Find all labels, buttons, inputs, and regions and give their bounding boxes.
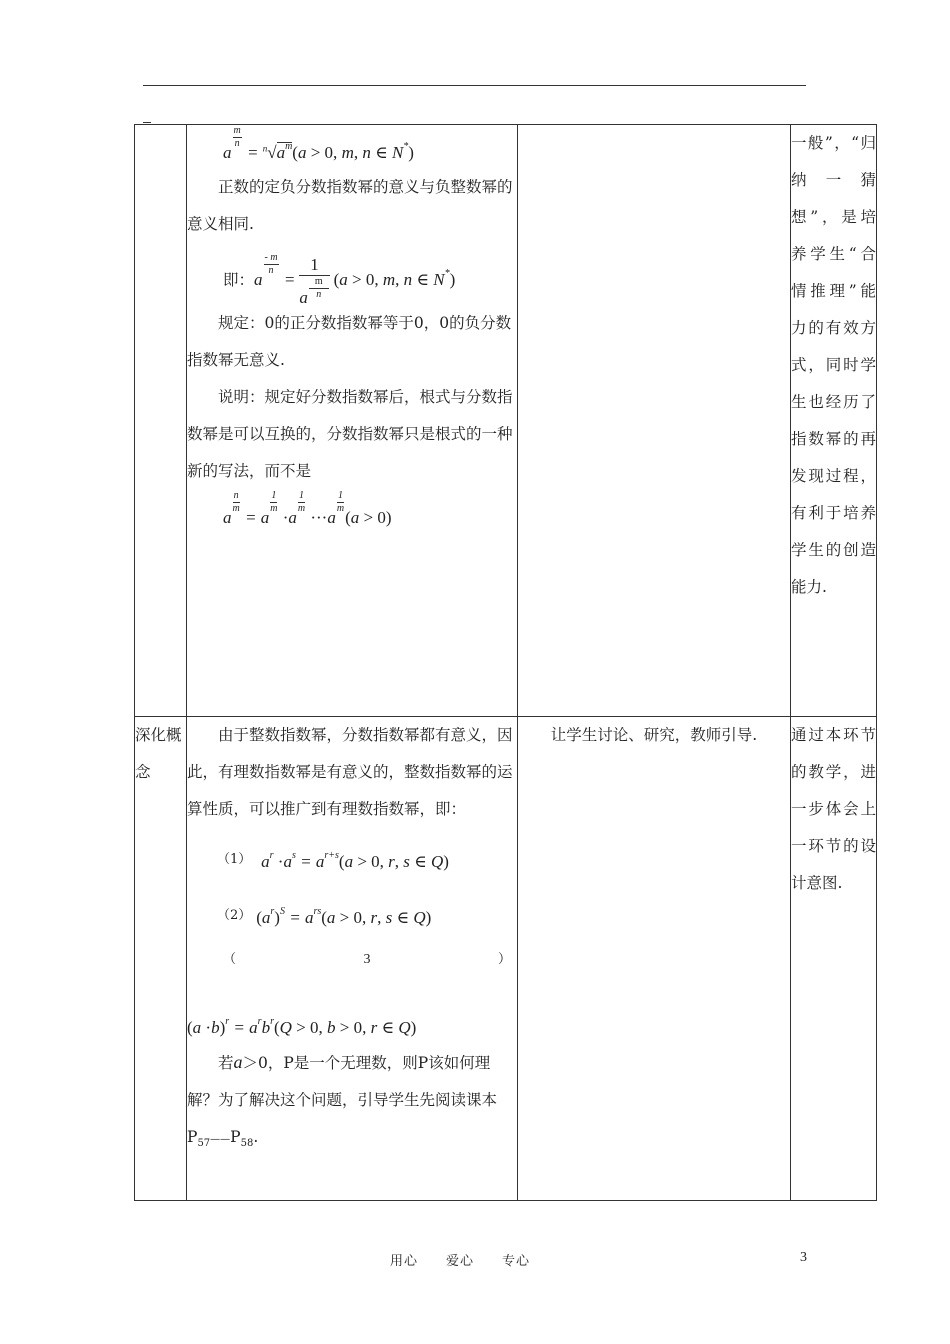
activity-text: 让学生讨论、研究，教师引导. [550,726,758,744]
remark-cell [791,125,877,717]
page-number: 3 [800,1250,807,1265]
stage-label: 深化概念 [135,726,182,781]
formula-product-expansion: a $\frac{n}{m}$ = a $\frac{1}{m}$ ·a $\frac{1}{m}$ ···a $\frac{1}{m}$ (a > 0) [223,490,392,527]
activity-cell [518,717,791,1201]
paragraph: 由于整数指数幂，分数指数幂都有意义，因此，有理数指数幂是有意义的，整数指数幂的运算性质，可以推广到有理数指数幂，即： [187,726,513,818]
header-rule [143,85,806,86]
rule-label: （2） [217,908,252,923]
footer-motto: 用心 爱心 专心 [390,1254,531,1269]
remark-text: 一般”，“归纳一猜想”，是培养学生“合情推理”能力的有效方式，同时学生也经历了指数幂的再发现过程，有利于培养学生的创造能力. [791,134,876,596]
rule-3-label: （ 3 ） [223,952,511,967]
table-row [135,717,877,1201]
table-row [135,125,877,717]
formula-negative-fractional-power: 即：a $\frac{- m}{n}$ = 1 a $\frac{m}{n}$ (a > 0, m, n ∈ N*) [223,252,456,307]
paragraph: 规定：0的正分数指数幂等于0，0的负分数指数幂无意义. [187,314,512,369]
formula-rule-2: $^{(2)}$ $(a^r)^S = a^{rs}(a > 0$, r, s ∈ Q) [217,906,432,927]
formula-rule-1: $^{(1)}$ $a^r \cdot a^s = a^{r+s}(a > 0$, r, s ∈ Q) [217,850,449,871]
stage-cell [135,717,187,1201]
rule-label: （1） [217,852,252,867]
paragraph: 正数的定负分数指数幂的意义与负整数幂的意义相同. [187,178,513,233]
formula-rule-3: $(a \cdot b)^r = a^rb^r(Q > 0$, b > 0, r ∈ Q) [187,1016,417,1037]
stage-cell [135,125,187,717]
paragraph: 若a＞0，P是一个无理数，则P该如何理解？为了解决这个问题，引导学生先阅读课本$P_{57}——P_{58}$. [187,1052,498,1150]
content-cell [187,717,518,1201]
remark-cell [791,717,877,1201]
label-ji: 即： [223,271,255,289]
formula-fractional-power: a $\frac{m}{n}$ = $^n√a^m(a > 0$, m, n ∈ N*) [223,125,414,162]
activity-cell [518,125,791,717]
content-cell [187,125,518,717]
table-corner-mark [143,122,151,123]
lesson-table [134,124,877,1201]
remark-text: 通过本环节的教学，进一步体会上一环节的设计意图. [791,726,876,892]
paragraph: 说明：规定好分数指数幂后，根式与分数指数幂是可以互换的，分数指数幂只是根式的一种新的写法，而不是 [187,388,513,480]
